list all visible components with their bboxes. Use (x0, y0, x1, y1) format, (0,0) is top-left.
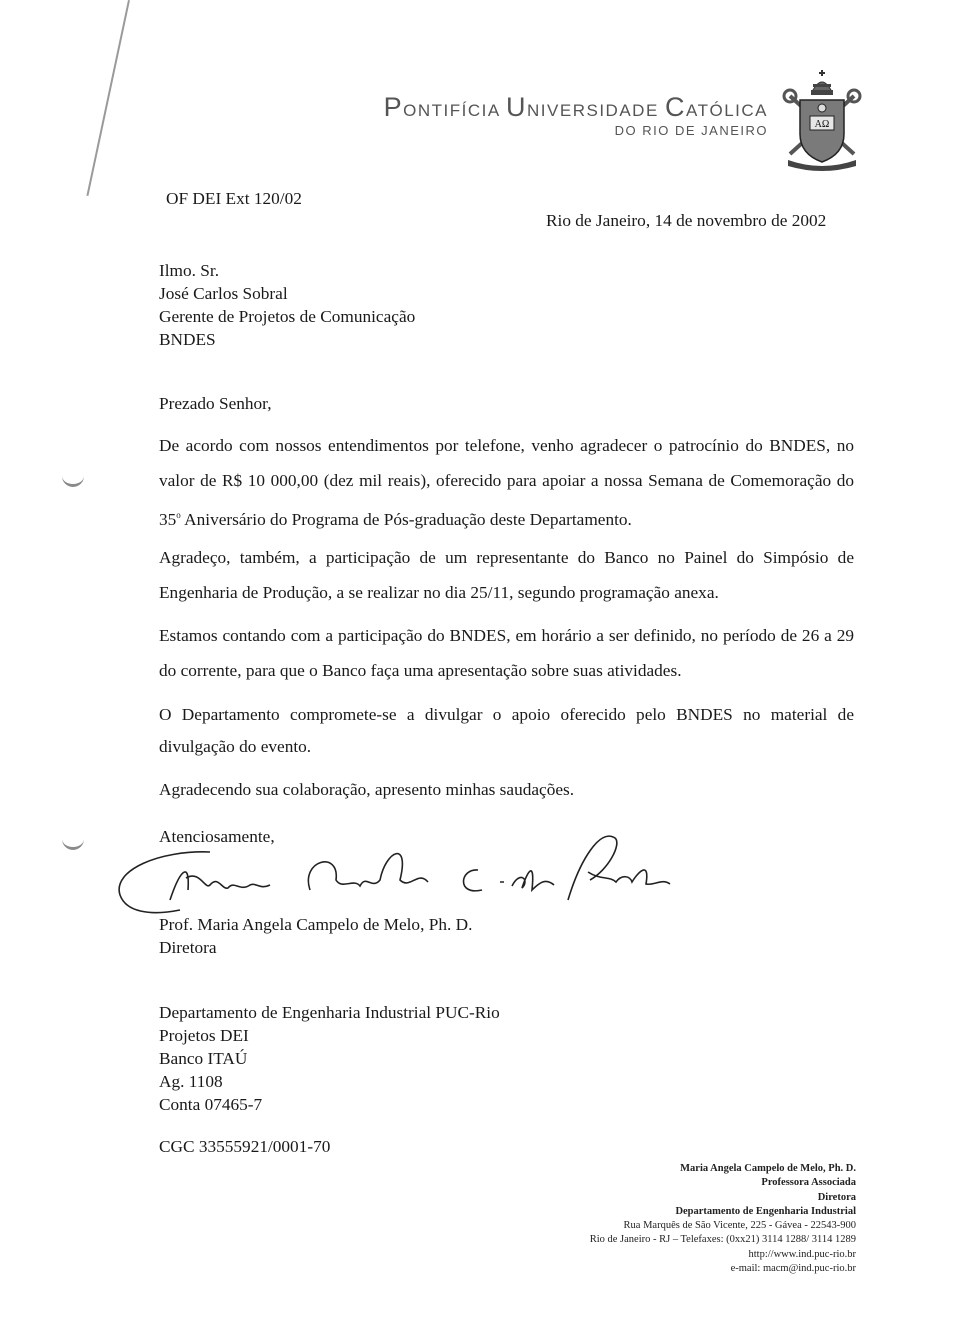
body-paragraph-5: Agradecendo sua colaboração, apresento minhas saudações. (159, 780, 575, 799)
recipient-line: Gerente de Projetos de Comunicação (159, 307, 416, 326)
uni-word-3: CATÓLICA (665, 92, 768, 122)
footer-email: e-mail: macm@ind.puc-rio.br (730, 1263, 856, 1275)
punch-hole-mark (62, 470, 84, 487)
signer-block (159, 913, 472, 959)
university-name (384, 92, 768, 138)
body-paragraph-3: Estamos contando com a participação do BNDES, em horário a ser definido, no período de 26 a 29 do corrente, para que o Banco faça uma apresentação sobre suas atividades. (159, 626, 854, 680)
footer-role-2: Diretora (817, 1191, 856, 1203)
salutation: Prezado Senhor, (159, 394, 272, 413)
footer-address: Rua Marquês de São Vicente, 225 - Gávea - 22543-900 (623, 1220, 856, 1232)
crest-letters: AΩ (814, 119, 830, 130)
cgc-number: CGC 33555921/0001-70 (159, 1137, 331, 1156)
recipient-line: José Carlos Sobral (159, 284, 288, 303)
body-paragraph-1-text-a: De acordo com nossos entendimentos por telefone, venho agradecer o patrocínio do BNDES, no valor de R$ 10 000,00 (dez mil reais), oferecido para apoiar a nossa Semana de Comemoração do 35 (159, 436, 854, 529)
recipient-block (159, 259, 415, 351)
body-paragraph-4: O Departamento compromete-se a divulgar o apoio oferecido pelo BNDES no material de divulgação do evento. (159, 705, 854, 756)
recipient-line: BNDES (159, 330, 216, 349)
body-paragraph-1-text-b: Aniversário do Programa de Pós-graduação deste Departamento. (180, 509, 632, 529)
scan-streak (86, 0, 130, 196)
footer-role-1: Professora Associada (761, 1177, 856, 1189)
place-date: Rio de Janeiro, 14 de novembro de 2002 (546, 211, 827, 230)
bank-details (159, 1001, 500, 1116)
bank-line: Projetos DEI (159, 1026, 249, 1045)
university-city: DO RIO DE JANEIRO (614, 123, 768, 138)
footer-name: Maria Angela Campelo de Melo, Ph. D. (680, 1163, 856, 1174)
body-paragraph-1 (159, 428, 854, 537)
punch-hole-mark (62, 833, 84, 850)
footer-contact (590, 1162, 856, 1276)
bank-line: Banco ITAÚ (159, 1049, 248, 1068)
signature-text: Maria Angela C. de Melo (110, 830, 121, 831)
recipient-line: Ilmo. Sr. (159, 261, 220, 280)
footer-website: http://www.ind.puc-rio.br (748, 1248, 856, 1260)
university-crest-icon (782, 68, 862, 172)
uni-word-2: UNIVERSIDADE (506, 92, 659, 122)
closing: Atenciosamente, (159, 827, 275, 846)
uni-word-1: PONTIFÍCIA (383, 92, 500, 122)
bank-line: Ag. 1108 (159, 1072, 223, 1091)
footer-department: Departamento de Engenharia Industrial (675, 1205, 856, 1217)
ordinal-superscript: o (176, 510, 181, 520)
bank-line: Conta 07465-7 (159, 1095, 263, 1114)
bank-line: Departamento de Engenharia Industrial PUC-Rio (159, 1003, 500, 1022)
footer-phones: Rio de Janeiro - RJ – Telefaxes: (0xx21) 3114 1288/ 3114 1289 (589, 1234, 856, 1246)
reference-number: OF DEI Ext 120/02 (166, 189, 302, 208)
body-paragraph-2: Agradeço, também, a participação de um representante do Banco no Painel do Simpósio de Engenharia de Produção, a se realizar no dia 25/11, segundo programação anexa. (159, 548, 854, 602)
signer-title: Diretora (159, 938, 217, 957)
handwritten-signature (110, 830, 680, 925)
signer-name: Prof. Maria Angela Campelo de Melo, Ph. D. (159, 915, 473, 934)
